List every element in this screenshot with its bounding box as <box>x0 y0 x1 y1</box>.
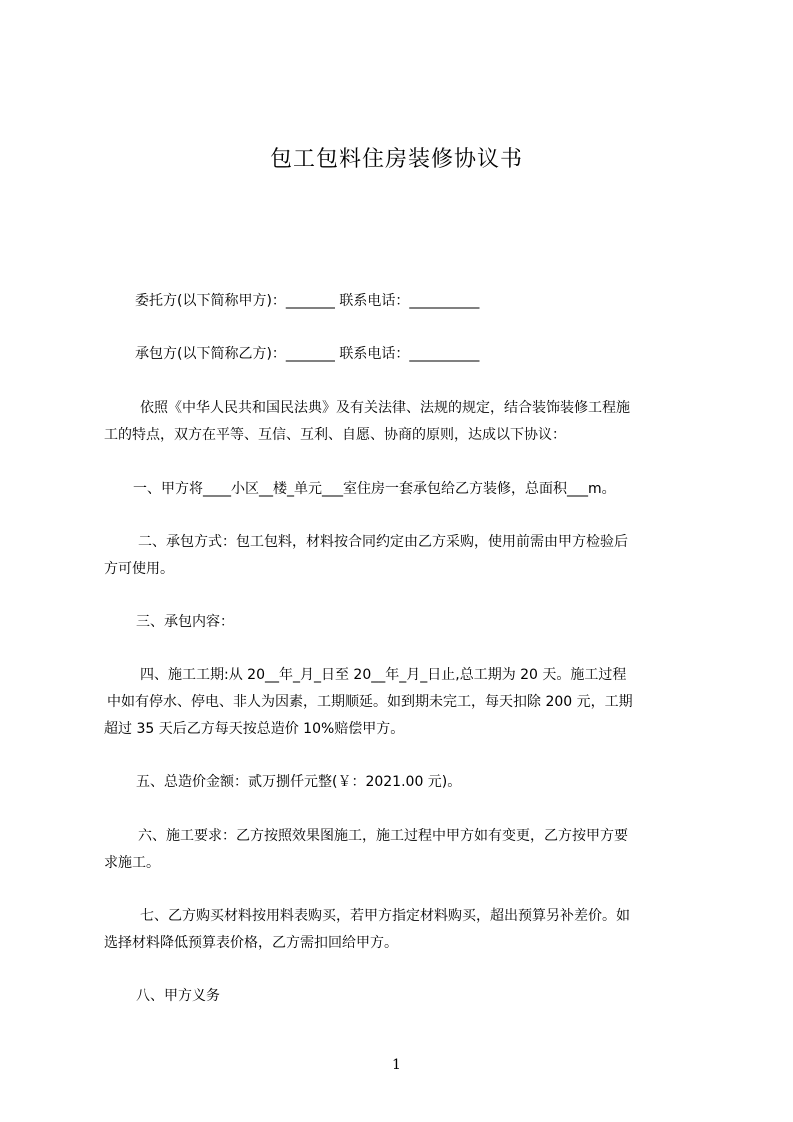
clause-2-line-1: 二、承包方式：包工包料，材料按合同约定由乙方采购，使用前需由甲方检验后 <box>138 534 628 550</box>
clause-4-line-2: 中如有停水、停电、非人为因素，工期顺延。如到期未完工，每天扣除 200 元，工期 <box>107 694 633 710</box>
clause-6-line-2: 求施工。 <box>104 855 160 871</box>
clause-6-line-1: 六、施工要求：乙方按照效果图施工，施工过程中甲方如有变更，乙方按甲方要 <box>138 828 628 844</box>
party-a-line: 委托方(以下简称甲方)：_______ 联系电话：__________ <box>135 293 480 309</box>
intro-paragraph-line-1: 依照《中华人民共和国民法典》及有关法律、法规的规定，结合装饰装修工程施 <box>140 400 630 416</box>
clause-7-line-1: 七、乙方购买材料按用料表购买，若甲方指定材料购买，超出预算另补差价。如 <box>140 908 630 924</box>
clause-3: 三、承包内容： <box>136 614 234 630</box>
clause-7-line-2: 选择材料降低预算表价格，乙方需扣回给甲方。 <box>104 935 398 951</box>
clause-2-line-2: 方可使用。 <box>104 561 174 577</box>
intro-paragraph-line-2: 工的特点，双方在平等、互信、互利、自愿、协商的原则，达成以下协议： <box>104 427 566 443</box>
clause-5: 五、总造价金额：贰万捌仟元整(￥：2021.00 元)。 <box>136 774 462 790</box>
clause-4-line-3: 超过 35 天后乙方每天按总造价 10%赔偿甲方。 <box>104 721 405 737</box>
document-title: 包工包料住房装修协议书 <box>269 147 523 172</box>
party-b-line: 承包方(以下简称乙方)：_______ 联系电话：__________ <box>135 346 480 362</box>
page-number: 1 <box>392 1057 401 1073</box>
clause-1: 一、甲方将____小区__楼_单元___室住房一套承包给乙方装修，总面积___m。 <box>133 481 616 497</box>
clause-8: 八、甲方义务 <box>136 988 220 1004</box>
clause-4-line-1: 四、施工工期:从 20__年_月_日至 20__年_月_日止,总工期为 20 天。施工过程 <box>140 667 627 683</box>
